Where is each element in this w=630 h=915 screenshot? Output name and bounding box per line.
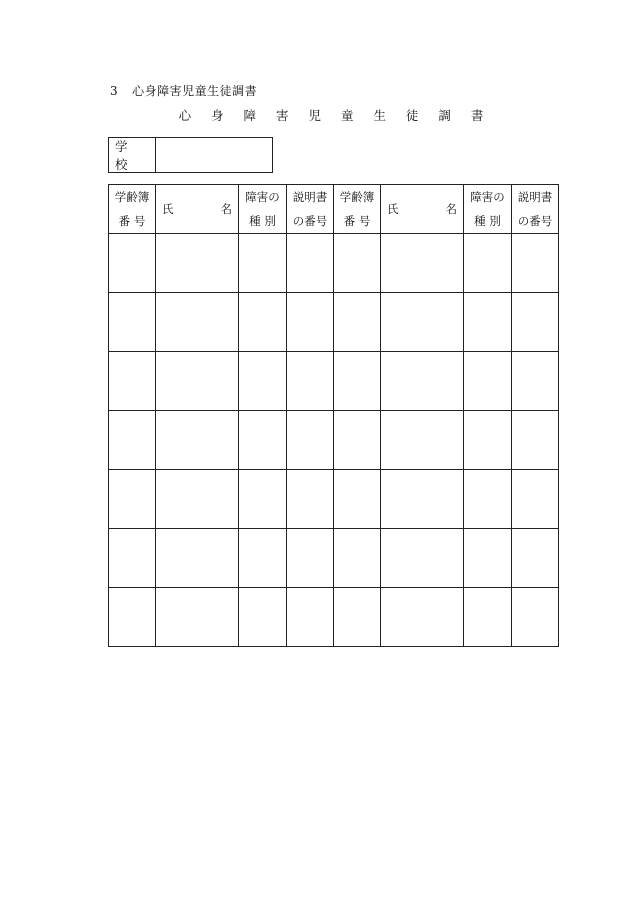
- header-text: 名: [220, 202, 232, 216]
- table-cell[interactable]: [512, 293, 559, 352]
- table-cell[interactable]: [464, 529, 512, 588]
- header-text: 番 号: [118, 214, 146, 228]
- table-cell[interactable]: [464, 234, 512, 293]
- table-cell[interactable]: [109, 293, 156, 352]
- table-cell[interactable]: [512, 352, 559, 411]
- header-age-register-number: [334, 185, 381, 234]
- table-body: [109, 234, 559, 647]
- header-text: 氏: [162, 202, 174, 216]
- header-text: 種 別: [474, 214, 501, 228]
- table-cell[interactable]: [381, 470, 464, 529]
- table-row: [109, 470, 559, 529]
- table-cell[interactable]: [512, 588, 559, 647]
- header-text: 障害の: [470, 190, 505, 204]
- table-cell[interactable]: [334, 470, 381, 529]
- table-cell[interactable]: [381, 293, 464, 352]
- header-age-register-number: [109, 185, 156, 234]
- header-text: 障害の: [245, 190, 280, 204]
- header-name: [156, 185, 239, 234]
- table-cell[interactable]: [287, 234, 334, 293]
- table-cell[interactable]: [156, 234, 239, 293]
- table-cell[interactable]: [109, 411, 156, 470]
- student-roster-table: [108, 184, 559, 647]
- header-text: 番 号: [343, 214, 371, 228]
- table-cell[interactable]: [381, 529, 464, 588]
- table-row: [109, 293, 559, 352]
- table-cell[interactable]: [287, 588, 334, 647]
- table-cell[interactable]: [287, 293, 334, 352]
- table-cell[interactable]: [109, 470, 156, 529]
- header-text: 学齢簿: [114, 190, 150, 204]
- table-cell[interactable]: [381, 352, 464, 411]
- header-text: の番号: [292, 214, 328, 228]
- table-cell[interactable]: [334, 293, 381, 352]
- table-cell[interactable]: [156, 529, 239, 588]
- header-text: 説明書: [517, 190, 553, 204]
- table-cell[interactable]: [334, 529, 381, 588]
- table-cell[interactable]: [109, 588, 156, 647]
- table-cell[interactable]: [239, 588, 287, 647]
- table-cell[interactable]: [512, 411, 559, 470]
- table-cell[interactable]: [381, 588, 464, 647]
- document-title: 心 身 障 害 児 童 生 徒 調 書: [178, 108, 492, 123]
- table-cell[interactable]: [287, 352, 334, 411]
- table-cell[interactable]: [334, 352, 381, 411]
- table-cell[interactable]: [156, 588, 239, 647]
- table-cell[interactable]: [464, 411, 512, 470]
- header-explanation-number: [512, 185, 559, 234]
- table-cell[interactable]: [156, 352, 239, 411]
- table-cell[interactable]: [334, 588, 381, 647]
- table-cell[interactable]: [381, 411, 464, 470]
- table-cell[interactable]: [381, 234, 464, 293]
- header-text: 氏: [387, 202, 399, 216]
- table-cell[interactable]: [156, 293, 239, 352]
- table-cell[interactable]: [464, 470, 512, 529]
- table-cell[interactable]: [512, 529, 559, 588]
- table-cell[interactable]: [464, 588, 512, 647]
- table-cell[interactable]: [239, 411, 287, 470]
- table-cell[interactable]: [109, 234, 156, 293]
- table-cell[interactable]: [156, 470, 239, 529]
- section-number: 3: [110, 84, 119, 98]
- table-cell[interactable]: [464, 293, 512, 352]
- header-text: 学齢簿: [339, 190, 375, 204]
- section-heading: [110, 82, 257, 99]
- table-cell[interactable]: [334, 411, 381, 470]
- table-row: [109, 529, 559, 588]
- header-text: の番号: [517, 214, 553, 228]
- table-cell[interactable]: [512, 234, 559, 293]
- table-cell[interactable]: [464, 352, 512, 411]
- table-cell[interactable]: [239, 470, 287, 529]
- table-header-row: [109, 185, 559, 234]
- school-label: 学 校: [109, 138, 156, 172]
- school-value[interactable]: [156, 138, 272, 172]
- section-title: 心身障害児童生徒調書: [132, 84, 258, 98]
- header-name: [381, 185, 464, 234]
- header-explanation-number: [287, 185, 334, 234]
- table-cell[interactable]: [239, 293, 287, 352]
- header-disability-type: [239, 185, 287, 234]
- table-cell[interactable]: [109, 529, 156, 588]
- header-text: 種 別: [249, 214, 276, 228]
- table-row: [109, 352, 559, 411]
- table-cell[interactable]: [109, 352, 156, 411]
- school-field: [108, 137, 273, 173]
- table-row: [109, 411, 559, 470]
- header-text: 説明書: [292, 190, 328, 204]
- header-disability-type: [464, 185, 512, 234]
- table-cell[interactable]: [287, 529, 334, 588]
- table-cell[interactable]: [239, 529, 287, 588]
- table-cell[interactable]: [239, 352, 287, 411]
- table-cell[interactable]: [239, 234, 287, 293]
- table-cell[interactable]: [287, 470, 334, 529]
- header-text: 名: [445, 202, 457, 216]
- table-row: [109, 588, 559, 647]
- table-cell[interactable]: [287, 411, 334, 470]
- table-cell[interactable]: [334, 234, 381, 293]
- table-row: [109, 234, 559, 293]
- table-cell[interactable]: [512, 470, 559, 529]
- table-cell[interactable]: [156, 411, 239, 470]
